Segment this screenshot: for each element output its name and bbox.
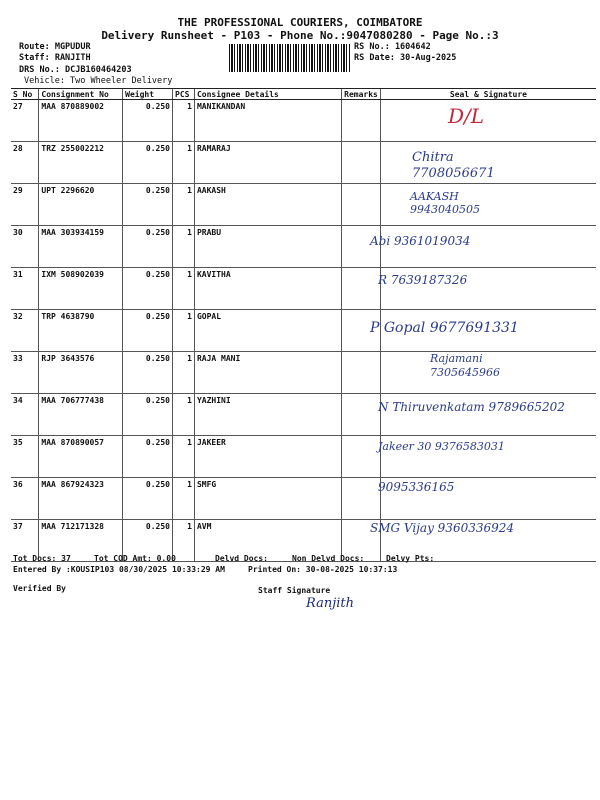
staff-signature-label: Staff Signature xyxy=(258,586,331,595)
cell-consignee: RAJA MANI xyxy=(194,352,341,394)
cell-remarks xyxy=(342,478,381,520)
cell-sno: 33 xyxy=(11,352,39,394)
cell-consignment: MAA 867924323 xyxy=(39,478,123,520)
signature-row-32: P Gopal 9677691331 xyxy=(370,320,519,336)
cell-pcs: 1 xyxy=(173,520,195,562)
cell-weight: 0.250 xyxy=(123,310,173,352)
cell-remarks xyxy=(342,352,381,394)
cell-consignment: MAA 870890057 xyxy=(39,436,123,478)
cell-pcs: 1 xyxy=(173,394,195,436)
cell-pcs: 1 xyxy=(173,184,195,226)
vehicle-label: Vehicle: Two Wheeler Delivery xyxy=(24,76,173,86)
cell-remarks xyxy=(342,436,381,478)
cell-sno: 36 xyxy=(11,478,39,520)
signature-row-27: D/L xyxy=(448,104,485,128)
cell-pcs: 1 xyxy=(173,436,195,478)
col-remarks: Remarks xyxy=(342,89,381,100)
col-signature: Seal & Signature xyxy=(380,89,596,100)
table-row xyxy=(11,436,596,478)
cell-weight: 0.250 xyxy=(123,184,173,226)
rs-number: RS No.: 1604642 xyxy=(354,42,431,52)
staff-label: Staff: RANJITH xyxy=(19,53,91,63)
cell-consignment: MAA 706777438 xyxy=(39,394,123,436)
cell-pcs: 1 xyxy=(173,352,195,394)
cell-sno: 29 xyxy=(11,184,39,226)
barcode xyxy=(229,44,351,72)
cell-consignment: IXM 508902039 xyxy=(39,268,123,310)
cell-weight: 0.250 xyxy=(123,394,173,436)
cell-sno: 30 xyxy=(11,226,39,268)
non-delivered-docs: Non Delvd Docs: xyxy=(292,554,365,563)
cell-remarks xyxy=(342,142,381,184)
cell-remarks xyxy=(342,394,381,436)
cell-weight: 0.250 xyxy=(123,268,173,310)
cell-consignee: AAKASH xyxy=(194,184,341,226)
cell-pcs: 1 xyxy=(173,226,195,268)
signature-row-33: Rajamani 7305645966 xyxy=(430,352,500,379)
cell-consignee: MANIKANDAN xyxy=(194,100,341,142)
table-header-row xyxy=(11,89,596,100)
drs-label: DRS No.: DCJB160464203 xyxy=(19,65,132,75)
delivered-docs: Delvd Docs: xyxy=(215,554,268,563)
cell-consignment: MAA 870889002 xyxy=(39,100,123,142)
table-row xyxy=(11,100,596,142)
table-row xyxy=(11,478,596,520)
cell-consignment: MAA 303934159 xyxy=(39,226,123,268)
signature-row-31: R 7639187326 xyxy=(378,273,468,287)
cell-weight: 0.250 xyxy=(123,520,173,562)
cell-consignment: MAA 712171328 xyxy=(39,520,123,562)
cell-consignee: RAMARAJ xyxy=(194,142,341,184)
col-weight: Weight xyxy=(123,89,173,100)
table-row xyxy=(11,226,596,268)
cell-pcs: 1 xyxy=(173,142,195,184)
delivery-points: Delvy Pts: xyxy=(386,554,435,563)
cell-consignment: UPT 2296620 xyxy=(39,184,123,226)
cell-consignee: YAZHINI xyxy=(194,394,341,436)
verified-by-label: Verified By xyxy=(13,584,66,593)
cell-signature xyxy=(380,100,596,142)
printed-on: Printed On: 30-08-2025 10:37:13 xyxy=(248,565,398,574)
staff-signature-mark: Ranjith xyxy=(306,596,354,611)
cell-consignment: TRP 4638790 xyxy=(39,310,123,352)
cell-consignee: KAVITHA xyxy=(194,268,341,310)
cell-pcs: 1 xyxy=(173,310,195,352)
cell-consignee: SMFG xyxy=(194,478,341,520)
cell-weight: 0.250 xyxy=(123,352,173,394)
signature-row-34: N Thiruvenkatam 9789665202 xyxy=(378,400,565,414)
cell-sno: 27 xyxy=(11,100,39,142)
cell-consignment: RJP 3643576 xyxy=(39,352,123,394)
cell-consignee: AVM xyxy=(194,520,341,562)
total-docs: Tot Docs: 37 xyxy=(13,554,71,563)
cell-weight: 0.250 xyxy=(123,436,173,478)
signature-row-30: Abi 9361019034 xyxy=(370,234,471,248)
signature-row-28: Chitra 7708056671 xyxy=(412,150,495,181)
cell-sno: 37 xyxy=(11,520,39,562)
cell-consignment: TRZ 255002212 xyxy=(39,142,123,184)
total-cod: Tot COD Amt: 0.00 xyxy=(94,554,176,563)
col-pcs: PCS xyxy=(173,89,195,100)
signature-row-36: 9095336165 xyxy=(378,480,455,494)
col-consignment: Consignment No xyxy=(39,89,123,100)
cell-weight: 0.250 xyxy=(123,478,173,520)
cell-pcs: 1 xyxy=(173,268,195,310)
rs-date: RS Date: 30-Aug-2025 xyxy=(354,53,457,63)
signature-row-37: SMG Vijay 9360336924 xyxy=(370,521,515,535)
cell-consignee: JAKEER xyxy=(194,436,341,478)
cell-weight: 0.250 xyxy=(123,142,173,184)
cell-sno: 31 xyxy=(11,268,39,310)
col-consignee: Consignee Details xyxy=(194,89,341,100)
cell-sno: 28 xyxy=(11,142,39,184)
cell-pcs: 1 xyxy=(173,478,195,520)
cell-weight: 0.250 xyxy=(123,100,173,142)
cell-remarks xyxy=(342,100,381,142)
cell-sno: 32 xyxy=(11,310,39,352)
entered-by: Entered By :KOUSIP103 08/30/2025 10:33:29 AM xyxy=(13,565,225,574)
signature-row-35: Jakeer 30 9376583031 xyxy=(378,440,505,453)
cell-consignee: PRABU xyxy=(194,226,341,268)
cell-sno: 35 xyxy=(11,436,39,478)
cell-pcs: 1 xyxy=(173,100,195,142)
signature-row-29: AAKASH 9943040505 xyxy=(410,190,480,216)
cell-remarks xyxy=(342,184,381,226)
cell-consignee: GOPAL xyxy=(194,310,341,352)
company-title: THE PROFESSIONAL COURIERS, COIMBATORE xyxy=(177,16,423,29)
cell-remarks xyxy=(342,268,381,310)
cell-weight: 0.250 xyxy=(123,226,173,268)
col-sno: S No xyxy=(11,89,39,100)
cell-sno: 34 xyxy=(11,394,39,436)
route-label: Route: MGPUDUR xyxy=(19,42,91,52)
runsheet-subtitle: Delivery Runsheet - P103 - Phone No.:9047080280 - Page No.:3 xyxy=(101,29,499,42)
